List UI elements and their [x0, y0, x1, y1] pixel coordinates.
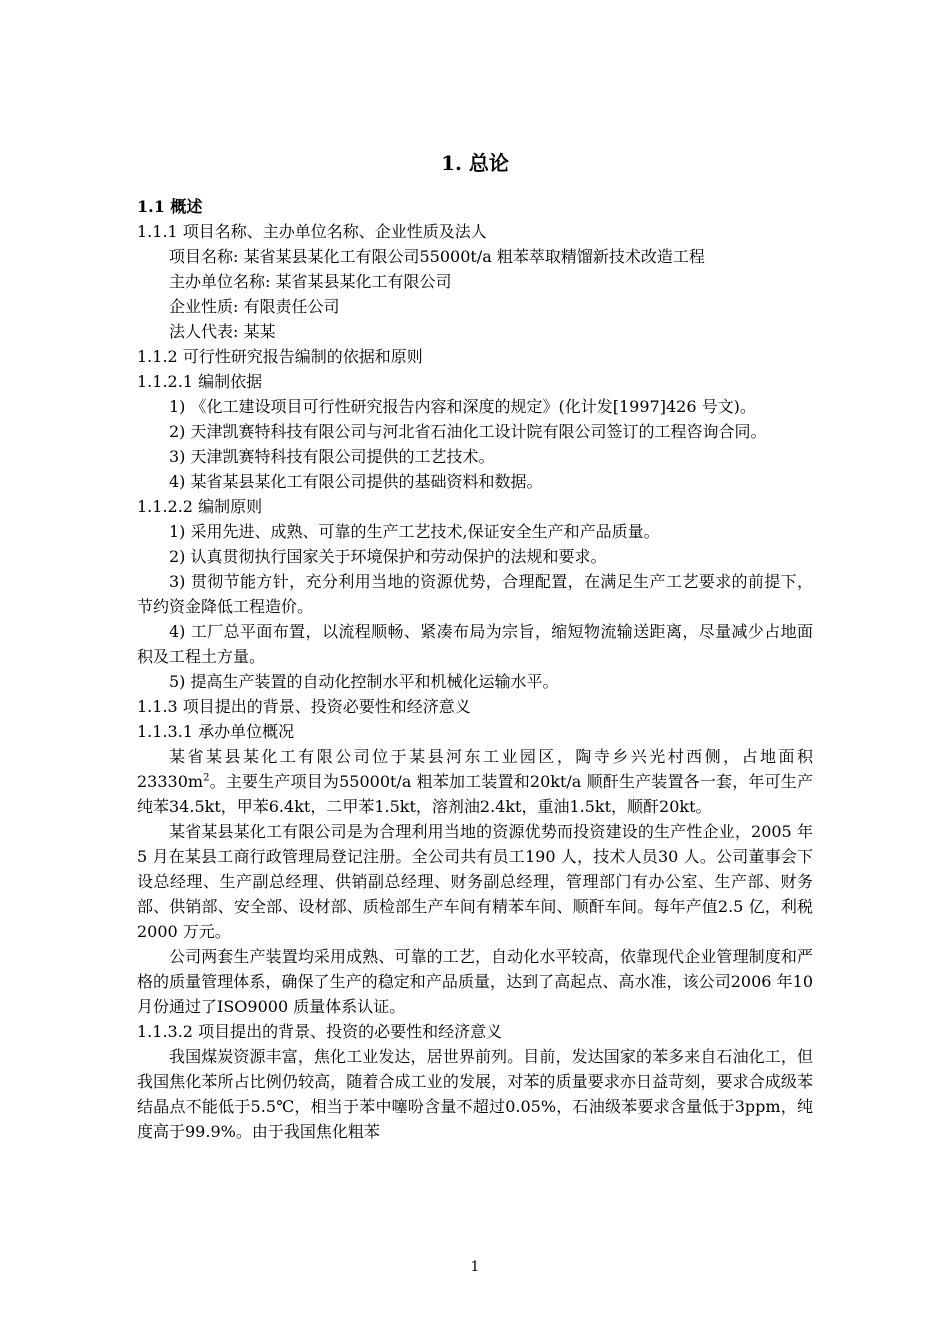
host-unit-line: 主办单位名称: 某省某县某化工有限公司: [169, 272, 452, 291]
basis-item: 1) 《化工建设项目可行性研究报告内容和深度的规定》(化计发[1997]426 号文)。: [169, 397, 756, 416]
section-heading-1-1-2-1: 1.1.2.1 编制依据: [137, 372, 263, 391]
principle-item: 4) 工厂总平面布置，以流程顺畅、紧凑布局为宗旨，缩短物流输送距离，尽量减少占地面积及工程土方量。: [137, 622, 813, 666]
legal-representative-line: 法人代表: 某某: [169, 322, 276, 341]
section-heading-1-1-2: 1.1.2 可行性研究报告编制的依据和原则: [137, 347, 423, 366]
principle-item: 3) 贯彻节能方针，充分利用当地的资源优势，合理配置，在满足生产工艺要求的前提下，节约资金降低工程造价。: [137, 572, 813, 616]
section-heading-1-1-3-1: 1.1.3.1 承办单位概况: [137, 722, 295, 741]
basis-item: 2) 天津凯赛特科技有限公司与河北省石油化工设计院有限公司签订的工程咨询合同。: [169, 422, 767, 441]
chapter-title: 1. 总论: [441, 151, 509, 175]
principle-item: 1) 采用先进、成熟、可靠的生产工艺技术,保证安全生产和产品质量。: [169, 522, 660, 541]
area-unit-superscript: 2: [203, 772, 210, 784]
section-heading-1-1: 1.1 概述: [137, 197, 203, 216]
enterprise-nature-line: 企业性质: 有限责任公司: [169, 297, 340, 316]
section-heading-1-1-3-2: 1.1.3.2 项目提出的背景、投资的必要性和经济意义: [137, 1022, 503, 1041]
basis-item: 3) 天津凯赛特科技有限公司提供的工艺技术。: [169, 447, 495, 466]
basis-item: 4) 某省某县某化工有限公司提供的基础资料和数据。: [169, 472, 543, 491]
unit-overview-paragraph-2: 某省某县某化工有限公司是为合理利用当地的资源优势而投资建设的生产性企业，2005 年5 月在某县工商行政管理局登记注册。全公司共有员工190 人，技术人员30 人。公司董事会下设总经理、生产副总经理、供销副总经理、财务副总经理，管理部门有办公室、生产部、财务部、供销部、安全部、设材部、质检部生产车间有精苯车间、顺酐车间。每年产值2.5 亿，利税2000 万元。: [137, 822, 813, 941]
background-paragraph-1: 我国煤炭资源丰富，焦化工业发达，居世界前列。目前，发达国家的苯多来自石油化工，但我国焦化苯所占比例仍较高，随着合成工业的发展，对苯的质量要求亦日益苛刻，要求合成级苯结晶点不能低于5.5℃，相当于苯中噻吩含量不超过0.05%，石油级苯要求含量低于3ppm，纯度高于99.9%。由于我国焦化粗苯: [137, 1047, 813, 1141]
principle-item: 2) 认真贯彻执行国家关于环境保护和劳动保护的法规和要求。: [169, 547, 607, 566]
section-heading-1-1-3: 1.1.3 项目提出的背景、投资必要性和经济意义: [137, 697, 471, 716]
page-content: [137, 148, 813, 1144]
section-heading-1-1-2-2: 1.1.2.2 编制原则: [137, 497, 263, 516]
unit-overview-text-b: 。主要生产项目为55000t/a 粗苯加工装置和20kt/a 顺酐生产装置各一套，年可生产纯苯34.5kt，甲苯6.4kt，二甲苯1.5kt，溶剂油2.4kt，重油1.5kt，顺酐20kt。: [137, 772, 813, 816]
unit-overview-text-a: 某省某县某化工有限公司位于某县河东工业园区，陶寺乡兴光村西侧，占地面积23330m: [137, 747, 813, 791]
project-name-line: 项目名称: 某省某县某化工有限公司55000t/a 粗苯萃取精馏新技术改造工程: [169, 247, 705, 266]
unit-overview-paragraph-1: [137, 744, 813, 819]
unit-overview-paragraph-3: 公司两套生产装置均采用成熟、可靠的工艺，自动化水平较高，依靠现代企业管理制度和严格的质量管理体系，确保了生产的稳定和产品质量，达到了高起点、高水准，该公司2006 年10 月份通过了ISO9000 质量体系认证。: [137, 947, 813, 1016]
principle-item: 5) 提高生产装置的自动化控制水平和机械化运输水平。: [169, 672, 559, 691]
page-number: 1: [470, 1259, 480, 1275]
section-heading-1-1-1: 1.1.1 项目名称、主办单位名称、企业性质及法人: [137, 222, 487, 241]
